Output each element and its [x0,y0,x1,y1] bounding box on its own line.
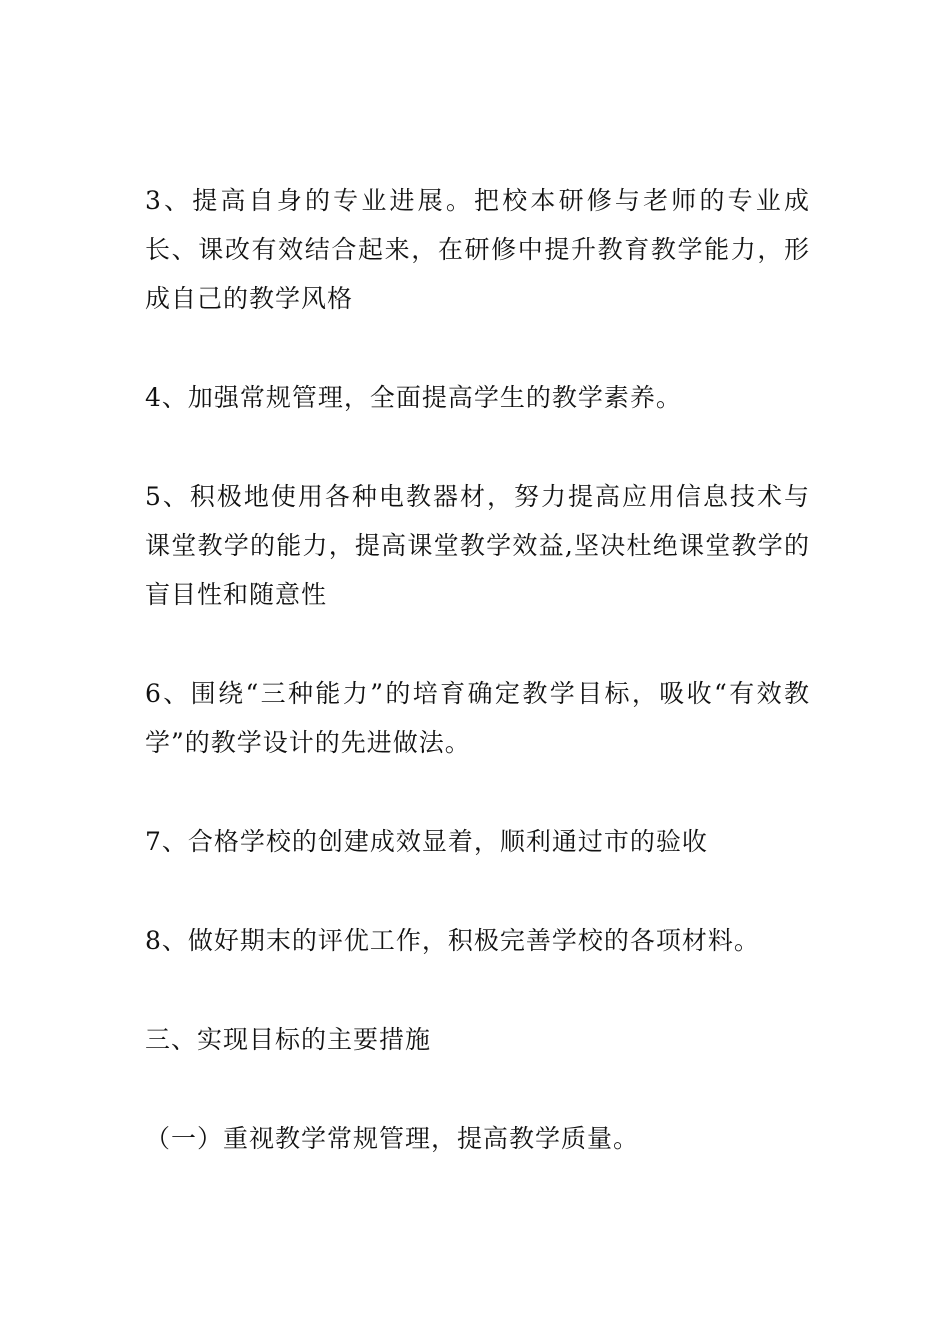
paragraph-item-3: 3、提高自身的专业进展。把校本研修与老师的专业成长、课改有效结合起来，在研修中提升教育教学能力，形成自己的教学风格 [145,186,810,313]
paragraph-item-4: 4、加强常规管理，全面提高学生的教学素养。 [145,383,682,412]
paragraph-item-8: 8、做好期末的评优工作，积极完善学校的各项材料。 [145,926,760,955]
subsection-heading: （一）重视教学常规管理，提高教学质量。 [145,1124,640,1153]
paragraph-item-7: 7、合格学校的创建成效显着，顺利通过市的验收 [145,827,708,856]
section-heading: 三、实现目标的主要措施 [145,1025,432,1054]
paragraph-item-5: 5、积极地使用各种电教器材，努力提高应用信息技术与课堂教学的能力，提高课堂教学效益,坚决杜绝课堂教学的盲目性和随意性 [145,482,810,609]
document-body [145,176,810,1163]
paragraph-item-6: 6、围绕“三种能力”的培育确定教学目标，吸收“有效教学”的教学设计的先进做法。 [145,679,811,757]
